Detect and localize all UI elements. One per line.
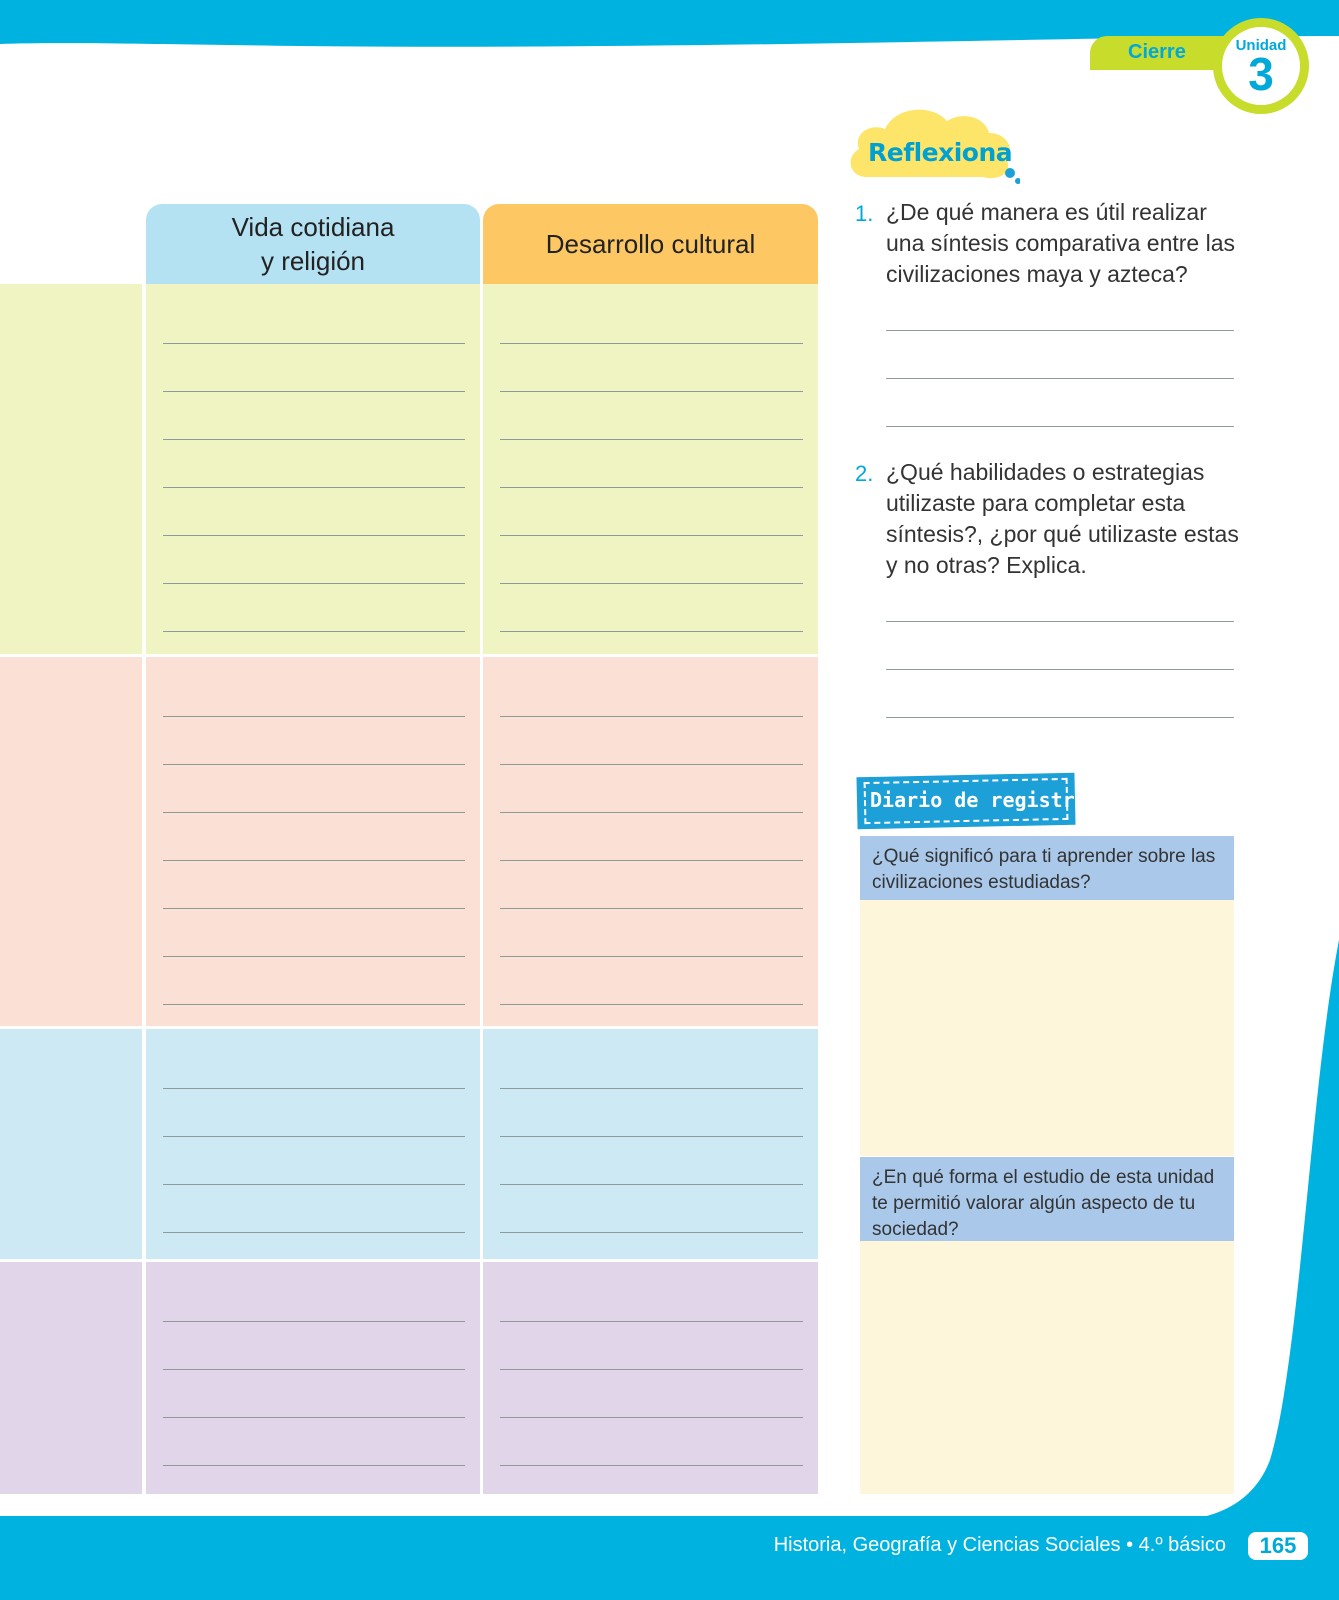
writing-line — [500, 1417, 803, 1418]
writing-line — [500, 343, 803, 344]
writing-line — [163, 1417, 465, 1418]
unit-badge-inner — [1222, 27, 1300, 105]
writing-line — [163, 1465, 465, 1466]
table-cell[interactable] — [146, 284, 480, 654]
writing-line — [500, 908, 803, 909]
writing-line — [163, 908, 465, 909]
footer-curve — [1180, 940, 1339, 1520]
column-header-desarrollo-cultural — [483, 204, 818, 284]
table-cell[interactable] — [483, 657, 818, 1026]
writing-line — [163, 1136, 465, 1137]
writing-line — [163, 860, 465, 861]
table-cell[interactable] — [483, 1262, 818, 1494]
page-number: 165 — [1248, 1532, 1308, 1560]
writing-line — [500, 391, 803, 392]
writing-line — [500, 860, 803, 861]
writing-line — [500, 487, 803, 488]
writing-line — [500, 583, 803, 584]
writing-line — [163, 764, 465, 765]
writing-line — [163, 1088, 465, 1089]
writing-line — [163, 439, 465, 440]
writing-line — [500, 716, 803, 717]
diario-answer-box[interactable] — [860, 1241, 1234, 1494]
writing-line — [500, 535, 803, 536]
column-header-label: Vida cotidiana y religión — [231, 212, 395, 276]
section-label: Cierre — [1128, 41, 1186, 63]
footer-subject: Historia, Geografía y Ciencias Sociales • 4.º básico — [773, 1534, 1226, 1556]
writing-line — [500, 439, 803, 440]
answer-line[interactable] — [886, 330, 1234, 331]
reflexiona-title: Reflexiona — [868, 138, 1013, 167]
question-number: 2. — [855, 461, 874, 486]
writing-line — [500, 956, 803, 957]
writing-line — [500, 1465, 803, 1466]
writing-line — [163, 812, 465, 813]
diario-prompt: ¿En qué forma el estudio de esta unidad te permitió valorar algún aspecto de tu sociedad? — [860, 1157, 1234, 1241]
answer-line[interactable] — [886, 717, 1234, 718]
writing-line — [500, 1136, 803, 1137]
writing-line — [163, 391, 465, 392]
row-label-cell — [0, 1262, 142, 1494]
footer-bar — [0, 1516, 1339, 1600]
writing-line — [500, 631, 803, 632]
question-number: 1. — [855, 201, 874, 226]
writing-line — [163, 1184, 465, 1185]
answer-line[interactable] — [886, 426, 1234, 427]
writing-line — [163, 956, 465, 957]
writing-line — [500, 1184, 803, 1185]
diario-answer-box[interactable] — [860, 900, 1234, 1156]
column-header-vida-cotidiana — [146, 204, 480, 284]
table-cell[interactable] — [483, 1029, 818, 1259]
writing-line — [163, 1369, 465, 1370]
row-label-cell — [0, 657, 142, 1026]
table-cell[interactable] — [146, 1262, 480, 1494]
writing-line — [500, 1321, 803, 1322]
writing-line — [163, 583, 465, 584]
table-cell[interactable] — [146, 657, 480, 1026]
writing-line — [163, 535, 465, 536]
row-label-cell — [0, 1029, 142, 1259]
writing-line — [500, 812, 803, 813]
writing-line — [500, 1369, 803, 1370]
writing-line — [163, 343, 465, 344]
writing-line — [500, 1232, 803, 1233]
question-text: ¿Qué habilidades o estrategias utilizaste para completar esta síntesis?, ¿por qué utilizaste estas y no otras? Explica. — [886, 459, 1239, 578]
row-label-cell — [0, 284, 142, 654]
writing-line — [163, 1321, 465, 1322]
diario-prompt: ¿Qué significó para ti aprender sobre las civilizaciones estudiadas? — [860, 836, 1234, 900]
writing-line — [163, 487, 465, 488]
writing-line — [163, 631, 465, 632]
writing-line — [500, 1004, 803, 1005]
answer-line[interactable] — [886, 621, 1234, 622]
writing-line — [163, 1004, 465, 1005]
answer-line[interactable] — [886, 378, 1234, 379]
table-cell[interactable] — [483, 284, 818, 654]
writing-line — [500, 1088, 803, 1089]
writing-line — [163, 1232, 465, 1233]
unit-number: 3 — [1248, 48, 1274, 100]
column-header-label: Desarrollo cultural — [545, 229, 756, 259]
table-cell[interactable] — [146, 1029, 480, 1259]
writing-line — [163, 716, 465, 717]
diario-title: Diario de registro — [870, 788, 1087, 812]
question-text: ¿De qué manera es útil realizar una síntesis comparativa entre las civilizaciones maya y azteca? — [886, 199, 1236, 287]
answer-line[interactable] — [886, 669, 1234, 670]
unit-label: Unidad — [1235, 37, 1287, 54]
writing-line — [500, 764, 803, 765]
